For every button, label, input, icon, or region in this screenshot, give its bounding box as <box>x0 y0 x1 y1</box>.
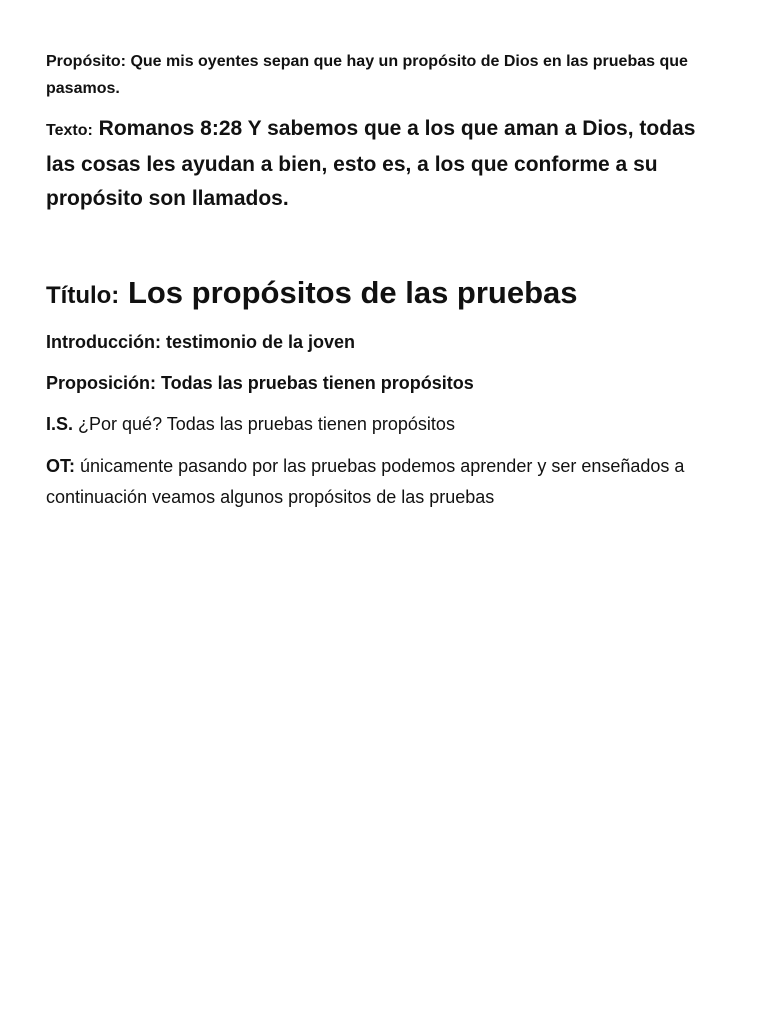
proposito-label: Propósito: <box>46 53 126 70</box>
is-line <box>46 410 726 438</box>
titulo-label: Título: <box>46 282 120 309</box>
is-text: ¿Por qué? Todas las pruebas tienen propósitos <box>78 414 455 434</box>
proposito-text: Que mis oyentes sepan que hay un propósito de Dios en las pruebas que pasamos. <box>46 53 688 97</box>
proposicion-line: Proposición: Todas las pruebas tienen propósitos <box>46 373 474 393</box>
texto-paragraph <box>46 112 726 216</box>
introduccion-line: Introducción: testimonio de la joven <box>46 332 356 352</box>
texto-label: Texto: <box>46 122 93 139</box>
ot-paragraph <box>46 451 726 513</box>
ot-label: OT: <box>46 456 75 476</box>
ot-text: únicamente pasando por las pruebas podemos aprender y ser enseñados a continuación veamos algunos propósitos de las pruebas <box>46 456 685 507</box>
texto-text: Romanos 8:28 Y sabemos que a los que aman a Dios, todas las cosas les ayudan a bien, esto es, a los que conforme a su propósito son llamados. <box>46 117 696 210</box>
titulo-heading <box>46 272 726 317</box>
proposito-paragraph <box>46 48 726 102</box>
titulo-text: Los propósitos de las pruebas <box>127 275 578 310</box>
is-label: I.S. <box>46 414 74 434</box>
